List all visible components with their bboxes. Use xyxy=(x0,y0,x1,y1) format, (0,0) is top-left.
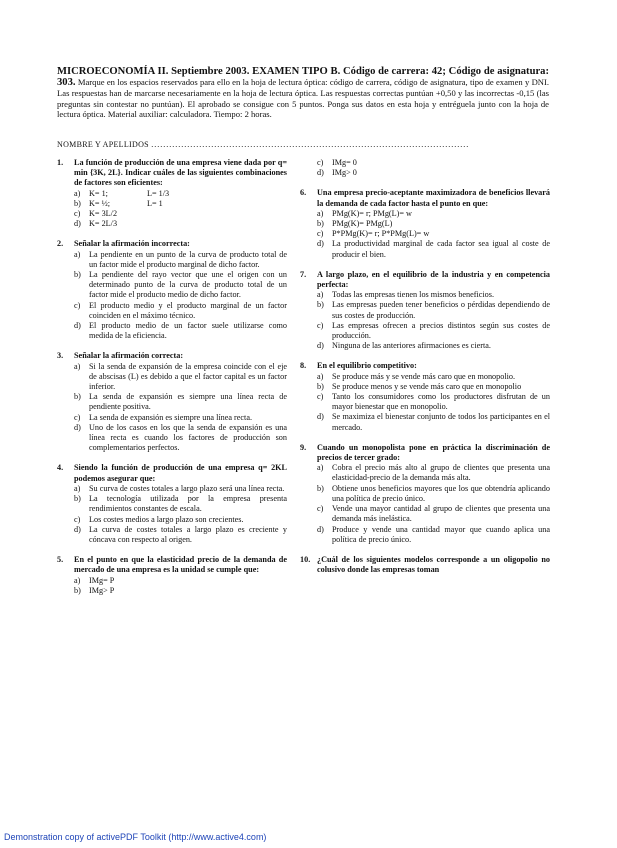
question-number: 7. xyxy=(300,269,307,279)
option-text: La curva de costes totales a largo plazo es creciente y cóncava con respecto al origen. xyxy=(89,524,287,544)
option-label: b) xyxy=(74,494,81,504)
left-column xyxy=(57,158,287,606)
option-c xyxy=(300,229,550,239)
option-text: PMg(K)= PMg(L) xyxy=(332,219,393,229)
question-number: 3. xyxy=(57,351,64,361)
option-label: a) xyxy=(74,361,81,371)
right-column xyxy=(300,158,550,585)
option-d xyxy=(300,239,550,259)
option-label: c) xyxy=(74,209,81,219)
option-text: IMg> 0 xyxy=(332,168,357,178)
option-text: Se produce más y se vende más caro que en monopolio. xyxy=(332,371,516,381)
option-text: Se produce menos y se vende más caro que en monopolio xyxy=(332,381,522,391)
option-d xyxy=(300,412,550,432)
question-9 xyxy=(300,443,550,545)
option-b xyxy=(57,392,287,412)
question-number: 8. xyxy=(300,361,307,371)
option-label: b) xyxy=(74,392,81,402)
option-label: d) xyxy=(74,524,81,534)
option-text: Tanto los consumidores como los productores disfrutan de un mayor bienestar que en monopolio. xyxy=(332,392,550,412)
option-b xyxy=(57,494,287,514)
name-label: NOMBRE Y APELLIDOS xyxy=(57,140,149,149)
option-text: La senda de expansión es siempre una línea recta de pendiente positiva. xyxy=(89,392,287,412)
option-a xyxy=(57,576,287,586)
option-label: d) xyxy=(74,321,81,331)
option-text: IMg= 0 xyxy=(332,158,357,167)
option-label: b) xyxy=(74,270,81,280)
option-c xyxy=(300,392,550,412)
option-label: d) xyxy=(317,239,324,249)
question-2 xyxy=(57,239,287,341)
question-10 xyxy=(300,555,550,575)
option-label: d) xyxy=(74,219,81,229)
option-c xyxy=(57,515,287,525)
option-label: c) xyxy=(317,320,324,330)
question-6 xyxy=(300,188,550,259)
option-d xyxy=(57,321,287,341)
question-text: Siendo la función de producción de una empresa q= 2KL podemos asegurar que: xyxy=(74,463,287,483)
option-text: Se maximiza el bienestar conjunto de todos los participantes en el mercado. xyxy=(332,412,550,432)
option-d xyxy=(57,423,287,454)
option-label: b) xyxy=(317,219,324,229)
option-text: K= ½; xyxy=(89,198,110,208)
question-number: 1. xyxy=(57,158,64,167)
option-text-2: L= 1/3 xyxy=(147,188,170,198)
option-text: La pendiente en un punto de la curva de producto total de un factor mide el producto marginal de dicho factor. xyxy=(89,249,287,269)
question-3 xyxy=(57,351,287,453)
option-text: IMg= P xyxy=(89,575,115,585)
question-1 xyxy=(57,158,287,229)
question-8 xyxy=(300,361,550,432)
question-number: 9. xyxy=(300,442,307,452)
option-b xyxy=(57,199,287,209)
question-text: Una empresa precio-aceptante maximizadora de beneficios llevará la demanda de cada factor hasta el punto en que: xyxy=(317,188,550,208)
option-label: b) xyxy=(74,198,81,208)
option-label: b) xyxy=(74,585,81,595)
option-label: d) xyxy=(317,168,324,178)
option-text: K= 2L/3 xyxy=(89,219,118,229)
option-text: La senda de expansión es siempre una línea recta. xyxy=(89,412,252,422)
option-text-2: L= 1 xyxy=(147,198,163,208)
option-c xyxy=(300,158,550,168)
option-b xyxy=(300,484,550,504)
option-b xyxy=(300,382,550,392)
option-label: a) xyxy=(317,290,324,300)
option-text: El producto medio y el producto marginal de un factor coinciden en el máximo técnico. xyxy=(89,300,287,320)
option-c xyxy=(57,413,287,423)
option-a xyxy=(300,372,550,382)
option-c xyxy=(300,321,550,341)
option-label: a) xyxy=(74,483,81,493)
option-label: a) xyxy=(317,371,324,381)
option-a xyxy=(300,290,550,300)
option-text: La productividad marginal de cada factor sea igual al coste de producir el bien. xyxy=(332,239,550,259)
question-text: La función de producción de una empresa viene dada por q= min {3K, 2L}. Indicar cuáles de las siguientes combinaciones de factores son eficientes: xyxy=(74,158,287,188)
option-a xyxy=(300,463,550,483)
option-text: Vende una mayor cantidad al grupo de clientes que presenta una demanda más inelástica. xyxy=(332,504,550,524)
option-d xyxy=(57,525,287,545)
option-text: Todas las empresas tienen los mismos beneficios. xyxy=(332,290,495,300)
option-label: d) xyxy=(317,341,324,351)
option-label: a) xyxy=(317,463,324,473)
option-text: Cobra el precio más alto al grupo de clientes que presenta una elasticidad-precio de la demanda más alta. xyxy=(332,463,550,483)
question-number: 2. xyxy=(57,239,64,249)
question-text: A largo plazo, en el equilibrio de la industria y en competencia perfecta: xyxy=(317,269,550,290)
option-text: PMg(K)= r; PMg(L)= w xyxy=(332,208,412,218)
option-b xyxy=(300,300,550,320)
option-d xyxy=(57,219,287,229)
question-number: 5. xyxy=(57,555,64,565)
exam-instructions: Marque en los espacios reservados para ello en la hoja de lectura óptica: código de carrera, código de asignatura, tipo de examen y DNI. Las respuestas han de marcarse necesariamente en la hoja de lectura óptica. Las respuestas correctas puntúan +0,50 y las incorrectas -0,15 (las preguntas sin contestar no puntúan). El aprobado se consigue con 5 puntos. Ponga sus datos en esta hoja y entréguela junto con la hoja de lectura óptica. Material auxiliar: calculadora. Tiempo: 2 horas. xyxy=(57,77,549,119)
option-label: b) xyxy=(317,300,324,310)
option-d xyxy=(300,525,550,545)
question-4 xyxy=(57,463,287,545)
option-text: Obtiene unos beneficios mayores que los que obtendría aplicando una política de precio único. xyxy=(332,483,550,503)
option-text: Las empresas pueden tener beneficios o pérdidas dependiendo de sus costes de producción. xyxy=(332,300,550,320)
option-c xyxy=(57,301,287,321)
question-text: Señalar la afirmación incorrecta: xyxy=(74,239,190,249)
option-text: Ninguna de las anteriores afirmaciones es cierta. xyxy=(332,341,491,351)
name-dots: .......................................................................................................... xyxy=(151,140,470,149)
option-text: K= 1; xyxy=(89,188,108,198)
option-label: c) xyxy=(317,392,324,402)
option-d xyxy=(300,168,550,178)
option-text: Uno de los casos en los que la senda de expansión es una línea recta es cuando los factores de producción son complementarios perfectos. xyxy=(89,422,287,453)
exam-title: MICROECONOMÍA II. Septiembre 2003. EXAMEN TIPO B. Código de carrera: 42; Código de asignatura: 303. xyxy=(57,66,549,89)
option-text: Su curva de costes totales a largo plazo será una línea recta. xyxy=(89,483,285,493)
question-text: En el equilibrio competitivo: xyxy=(317,361,417,371)
option-text: Si la senda de expansión de la empresa coincide con el eje de abscisas (L) es debido a que el factor capital es un factor inferior. xyxy=(89,361,287,392)
option-c xyxy=(57,209,287,219)
option-label: d) xyxy=(317,412,324,422)
option-label: d) xyxy=(74,422,81,432)
option-label: a) xyxy=(74,575,81,585)
question-7 xyxy=(300,270,550,352)
option-label: c) xyxy=(74,300,81,310)
question-number: 6. xyxy=(300,188,307,198)
question-5-continued xyxy=(300,158,550,178)
option-text: Produce y vende una cantidad mayor que cuando aplica una política de precio único. xyxy=(332,524,550,544)
option-text: La pendiente del rayo vector que une el origen con un determinado punto de la curva de producto total de un factor mide el producto medio de dicho factor. xyxy=(89,270,287,300)
question-number: 4. xyxy=(57,463,64,473)
option-label: c) xyxy=(317,229,324,239)
question-number: 10. xyxy=(300,554,311,564)
option-d xyxy=(300,341,550,351)
option-text: Los costes medios a largo plazo son crecientes. xyxy=(89,514,244,524)
option-text: Las empresas ofrecen a precios distintos según sus costes de producción. xyxy=(332,320,550,341)
option-a xyxy=(57,484,287,494)
question-5 xyxy=(57,555,287,596)
question-text: En el punto en que la elasticidad precio de la demanda de mercado de una empresa es la unidad se cumple que: xyxy=(74,555,287,575)
option-label: a) xyxy=(74,188,81,198)
option-label: c) xyxy=(317,504,324,514)
option-label: d) xyxy=(317,524,324,534)
option-label: b) xyxy=(317,381,324,391)
option-a xyxy=(57,250,287,270)
name-field xyxy=(57,140,549,149)
option-a xyxy=(300,209,550,219)
option-label: c) xyxy=(74,412,81,422)
option-a xyxy=(57,362,287,393)
option-label: c) xyxy=(74,514,81,524)
option-text: P*PMg(K)= r; P*PMg(L)= w xyxy=(332,229,430,239)
option-text: La tecnología utilizada por la empresa presenta rendimientos constantes de escala. xyxy=(89,494,287,514)
question-text: Cuando un monopolista pone en práctica la discriminación de precios de tercer grado: xyxy=(317,442,550,463)
option-b xyxy=(57,586,287,596)
option-c xyxy=(300,504,550,524)
exam-header xyxy=(57,66,549,119)
option-b xyxy=(300,219,550,229)
question-text: Señalar la afirmación correcta: xyxy=(74,351,184,361)
option-text: K= 3L/2 xyxy=(89,209,118,219)
option-label: c) xyxy=(317,158,324,167)
question-text: ¿Cuál de los siguientes modelos corresponde a un oligopolio no colusivo donde las empresas toman xyxy=(317,554,550,575)
option-label: a) xyxy=(317,208,324,218)
option-text: IMg> P xyxy=(89,585,115,595)
demo-watermark-link[interactable]: Demonstration copy of activePDF Toolkit (http://www.active4.com) xyxy=(4,832,267,842)
option-label: a) xyxy=(74,249,81,259)
option-b xyxy=(57,270,287,301)
option-label: b) xyxy=(317,483,324,493)
option-text: El producto medio de un factor suele utilizarse como medida de la eficiencia. xyxy=(89,321,287,341)
option-a xyxy=(57,189,287,199)
